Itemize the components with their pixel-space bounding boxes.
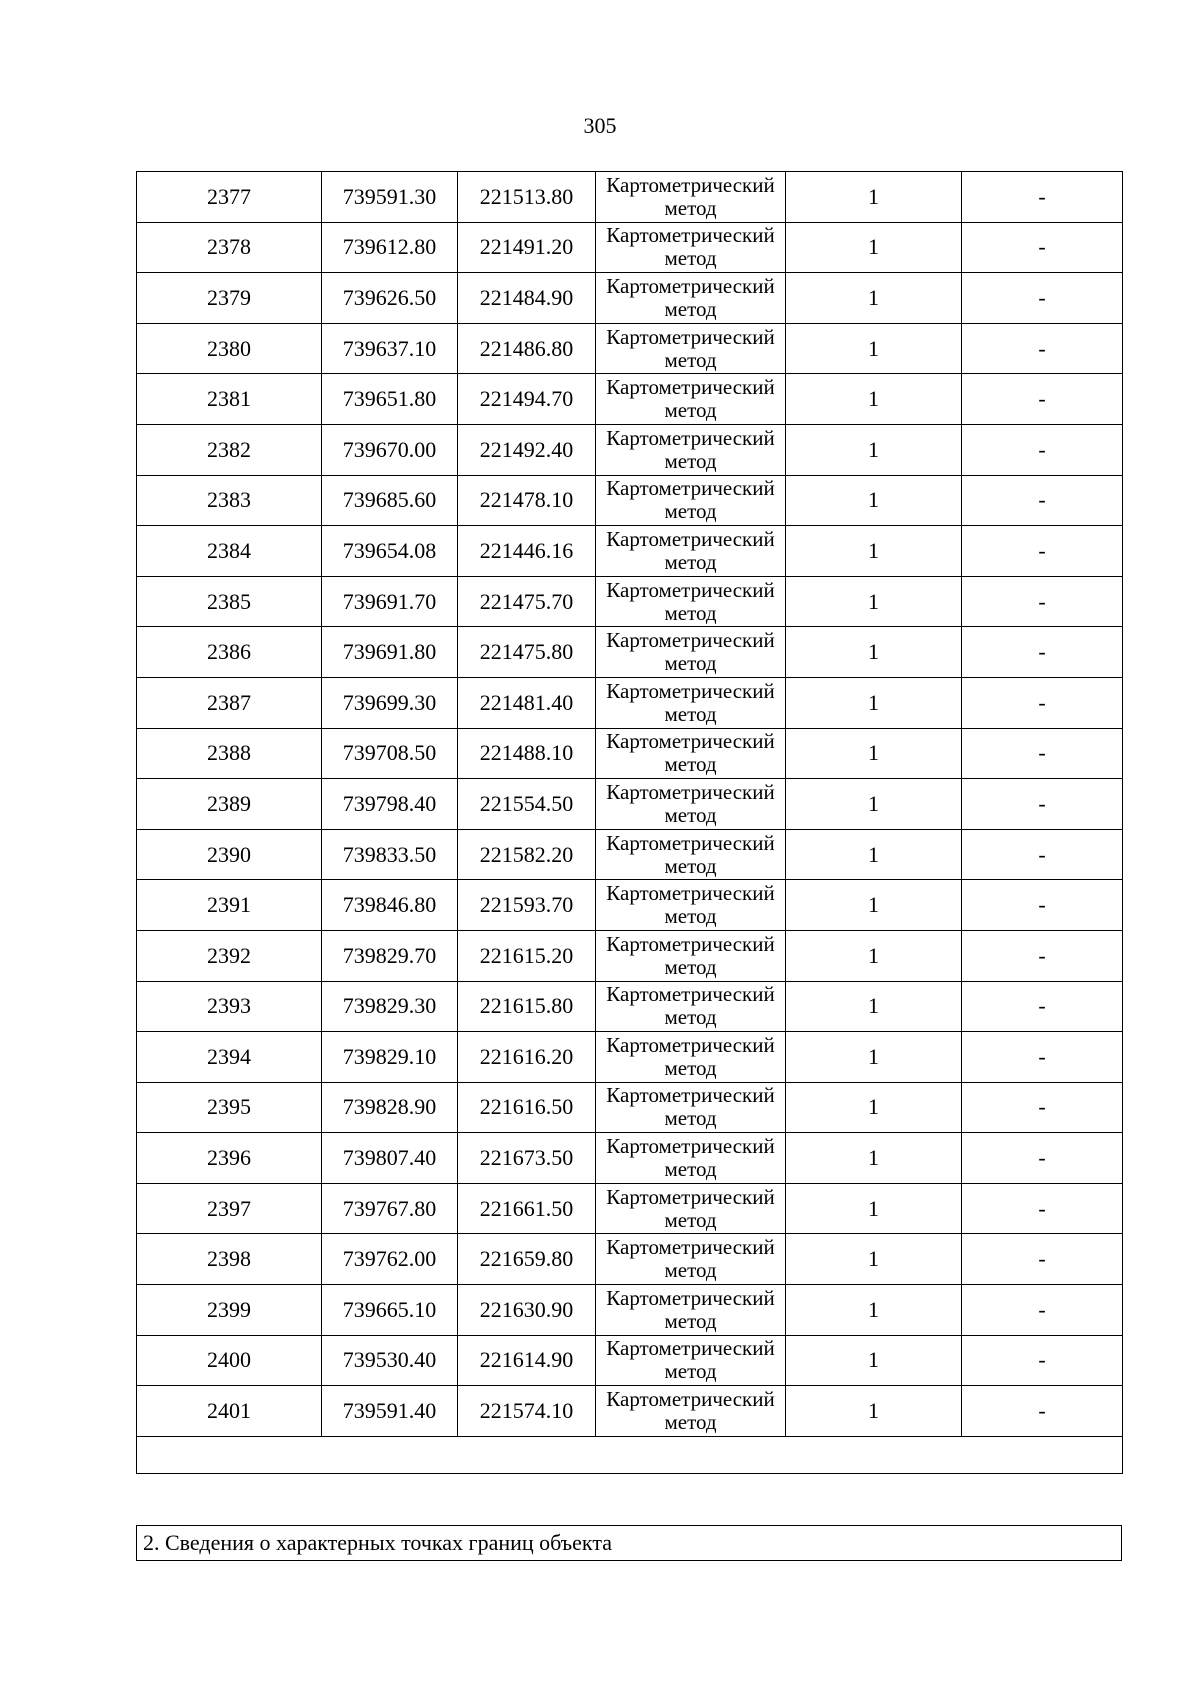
- method-text: Картометрический: [606, 1134, 775, 1159]
- point-number-cell: 2381: [137, 374, 322, 425]
- note-cell: -: [962, 1234, 1123, 1285]
- accuracy-cell: 1: [786, 1032, 962, 1083]
- accuracy-cell: 1: [786, 728, 962, 779]
- note-cell: -: [962, 728, 1123, 779]
- accuracy-cell: 1: [786, 273, 962, 324]
- point-number-cell: 2378: [137, 222, 322, 273]
- y-coordinate-cell: 221661.50: [458, 1183, 596, 1234]
- point-number-cell: 2387: [137, 677, 322, 728]
- y-coordinate-cell: 221494.70: [458, 374, 596, 425]
- method-cell: [596, 424, 786, 475]
- table-row: [137, 323, 1123, 374]
- empty-cell: [137, 1436, 1123, 1473]
- point-number-cell: 2382: [137, 424, 322, 475]
- table-row: [137, 1133, 1123, 1184]
- accuracy-cell: 1: [786, 424, 962, 475]
- note-cell: -: [962, 1082, 1123, 1133]
- method-text: метод: [664, 499, 717, 524]
- note-cell: -: [962, 424, 1123, 475]
- table-row: [137, 779, 1123, 830]
- method-text: метод: [664, 195, 717, 220]
- method-text: Картометрический: [606, 1235, 775, 1260]
- x-coordinate-cell: 739762.00: [322, 1234, 458, 1285]
- point-number-cell: 2397: [137, 1183, 322, 1234]
- y-coordinate-cell: 221593.70: [458, 880, 596, 931]
- x-coordinate-cell: 739691.70: [322, 576, 458, 627]
- point-number-cell: 2400: [137, 1335, 322, 1386]
- table-row: [137, 677, 1123, 728]
- y-coordinate-cell: 221478.10: [458, 475, 596, 526]
- method-text: Картометрический: [606, 172, 775, 197]
- x-coordinate-cell: 739670.00: [322, 424, 458, 475]
- note-cell: -: [962, 1285, 1123, 1336]
- y-coordinate-cell: 221659.80: [458, 1234, 596, 1285]
- method-text: Картометрический: [606, 1083, 775, 1108]
- y-coordinate-cell: 221475.80: [458, 627, 596, 678]
- section-heading: 2. Сведения о характерных точках границ объекта: [136, 1525, 1122, 1561]
- point-number-cell: 2380: [137, 323, 322, 374]
- table-row: [137, 172, 1123, 223]
- point-number-cell: 2377: [137, 172, 322, 223]
- x-coordinate-cell: 739699.30: [322, 677, 458, 728]
- point-number-cell: 2392: [137, 930, 322, 981]
- table-row: [137, 222, 1123, 273]
- table-row: [137, 1032, 1123, 1083]
- note-cell: -: [962, 627, 1123, 678]
- method-cell: [596, 779, 786, 830]
- method-text: метод: [664, 802, 717, 827]
- note-cell: -: [962, 880, 1123, 931]
- method-cell: [596, 1133, 786, 1184]
- accuracy-cell: 1: [786, 627, 962, 678]
- y-coordinate-cell: 221513.80: [458, 172, 596, 223]
- method-cell: [596, 273, 786, 324]
- point-number-cell: 2389: [137, 779, 322, 830]
- accuracy-cell: 1: [786, 172, 962, 223]
- note-cell: -: [962, 677, 1123, 728]
- method-text: Картометрический: [606, 982, 775, 1007]
- note-cell: -: [962, 1032, 1123, 1083]
- y-coordinate-cell: 221614.90: [458, 1335, 596, 1386]
- table-row: [137, 1183, 1123, 1234]
- x-coordinate-cell: 739767.80: [322, 1183, 458, 1234]
- table-row: [137, 526, 1123, 577]
- method-text: метод: [664, 701, 717, 726]
- method-text: метод: [664, 904, 717, 929]
- accuracy-cell: 1: [786, 677, 962, 728]
- coordinates-table-body: [137, 172, 1123, 1474]
- x-coordinate-cell: 739591.40: [322, 1386, 458, 1437]
- method-cell: [596, 829, 786, 880]
- method-text: метод: [664, 853, 717, 878]
- table-row: [137, 1285, 1123, 1336]
- method-text: метод: [664, 1308, 717, 1333]
- table-row: [137, 1335, 1123, 1386]
- x-coordinate-cell: 739691.80: [322, 627, 458, 678]
- method-cell: [596, 475, 786, 526]
- table-row: [137, 1082, 1123, 1133]
- method-cell: [596, 1234, 786, 1285]
- method-text: Картометрический: [606, 1387, 775, 1412]
- method-text: Картометрический: [606, 273, 775, 298]
- note-cell: -: [962, 172, 1123, 223]
- method-text: Картометрический: [606, 1336, 775, 1361]
- accuracy-cell: 1: [786, 374, 962, 425]
- y-coordinate-cell: 221484.90: [458, 273, 596, 324]
- y-coordinate-cell: 221486.80: [458, 323, 596, 374]
- method-cell: [596, 880, 786, 931]
- x-coordinate-cell: 739530.40: [322, 1335, 458, 1386]
- point-number-cell: 2399: [137, 1285, 322, 1336]
- method-text: метод: [664, 1207, 717, 1232]
- method-text: Картометрический: [606, 324, 775, 349]
- method-text: Картометрический: [606, 375, 775, 400]
- x-coordinate-cell: 739685.60: [322, 475, 458, 526]
- method-text: Картометрический: [606, 526, 775, 551]
- x-coordinate-cell: 739654.08: [322, 526, 458, 577]
- y-coordinate-cell: 221630.90: [458, 1285, 596, 1336]
- x-coordinate-cell: 739626.50: [322, 273, 458, 324]
- point-number-cell: 2396: [137, 1133, 322, 1184]
- x-coordinate-cell: 739833.50: [322, 829, 458, 880]
- x-coordinate-cell: 739846.80: [322, 880, 458, 931]
- accuracy-cell: 1: [786, 1335, 962, 1386]
- method-cell: [596, 1285, 786, 1336]
- note-cell: -: [962, 779, 1123, 830]
- accuracy-cell: 1: [786, 475, 962, 526]
- point-number-cell: 2388: [137, 728, 322, 779]
- point-number-cell: 2395: [137, 1082, 322, 1133]
- y-coordinate-cell: 221475.70: [458, 576, 596, 627]
- accuracy-cell: 1: [786, 323, 962, 374]
- accuracy-cell: 1: [786, 526, 962, 577]
- table-row: [137, 880, 1123, 931]
- x-coordinate-cell: 739665.10: [322, 1285, 458, 1336]
- method-text: Картометрический: [606, 223, 775, 248]
- accuracy-cell: 1: [786, 829, 962, 880]
- empty-table-row: [137, 1436, 1123, 1473]
- coordinates-table: [136, 171, 1123, 1474]
- method-text: метод: [664, 398, 717, 423]
- table-row: [137, 273, 1123, 324]
- method-cell: [596, 1032, 786, 1083]
- table-row: [137, 981, 1123, 1032]
- method-cell: [596, 930, 786, 981]
- method-text: метод: [664, 448, 717, 473]
- table-row: [137, 424, 1123, 475]
- y-coordinate-cell: 221446.16: [458, 526, 596, 577]
- x-coordinate-cell: 739612.80: [322, 222, 458, 273]
- method-text: метод: [664, 296, 717, 321]
- method-text: Картометрический: [606, 931, 775, 956]
- y-coordinate-cell: 221554.50: [458, 779, 596, 830]
- page-number: 305: [583, 113, 617, 138]
- method-text: метод: [664, 549, 717, 574]
- accuracy-cell: 1: [786, 981, 962, 1032]
- method-text: Картометрический: [606, 779, 775, 804]
- method-text: метод: [664, 651, 717, 676]
- method-text: Картометрический: [606, 425, 775, 450]
- method-text: Картометрический: [606, 881, 775, 906]
- accuracy-cell: 1: [786, 222, 962, 273]
- method-text: метод: [664, 246, 717, 271]
- method-cell: [596, 222, 786, 273]
- method-text: Картометрический: [606, 1285, 775, 1310]
- note-cell: -: [962, 273, 1123, 324]
- method-text: метод: [664, 1157, 717, 1182]
- y-coordinate-cell: 221616.50: [458, 1082, 596, 1133]
- accuracy-cell: 1: [786, 779, 962, 830]
- note-cell: -: [962, 374, 1123, 425]
- method-cell: [596, 576, 786, 627]
- accuracy-cell: 1: [786, 880, 962, 931]
- y-coordinate-cell: 221488.10: [458, 728, 596, 779]
- point-number-cell: 2394: [137, 1032, 322, 1083]
- table-row: [137, 728, 1123, 779]
- point-number-cell: 2391: [137, 880, 322, 931]
- method-text: Картометрический: [606, 577, 775, 602]
- method-text: Картометрический: [606, 628, 775, 653]
- table-row: [137, 627, 1123, 678]
- method-text: Картометрический: [606, 1032, 775, 1057]
- y-coordinate-cell: 221673.50: [458, 1133, 596, 1184]
- method-text: метод: [664, 1258, 717, 1283]
- method-cell: [596, 1082, 786, 1133]
- point-number-cell: 2386: [137, 627, 322, 678]
- note-cell: -: [962, 526, 1123, 577]
- table-row: [137, 1386, 1123, 1437]
- table-row: [137, 576, 1123, 627]
- method-cell: [596, 374, 786, 425]
- note-cell: -: [962, 1133, 1123, 1184]
- accuracy-cell: 1: [786, 1183, 962, 1234]
- accuracy-cell: 1: [786, 1082, 962, 1133]
- method-text: Картометрический: [606, 1184, 775, 1209]
- table-row: [137, 374, 1123, 425]
- method-cell: [596, 172, 786, 223]
- method-cell: [596, 526, 786, 577]
- method-text: метод: [664, 600, 717, 625]
- x-coordinate-cell: 739829.30: [322, 981, 458, 1032]
- x-coordinate-cell: 739591.30: [322, 172, 458, 223]
- method-cell: [596, 728, 786, 779]
- note-cell: -: [962, 576, 1123, 627]
- x-coordinate-cell: 739798.40: [322, 779, 458, 830]
- y-coordinate-cell: 221492.40: [458, 424, 596, 475]
- y-coordinate-cell: 221574.10: [458, 1386, 596, 1437]
- point-number-cell: 2379: [137, 273, 322, 324]
- note-cell: -: [962, 1335, 1123, 1386]
- note-cell: -: [962, 930, 1123, 981]
- table-row: [137, 930, 1123, 981]
- note-cell: -: [962, 475, 1123, 526]
- note-cell: -: [962, 1386, 1123, 1437]
- method-cell: [596, 627, 786, 678]
- y-coordinate-cell: 221616.20: [458, 1032, 596, 1083]
- y-coordinate-cell: 221481.40: [458, 677, 596, 728]
- method-text: Картометрический: [606, 729, 775, 754]
- note-cell: -: [962, 222, 1123, 273]
- method-text: метод: [664, 347, 717, 372]
- note-cell: -: [962, 1183, 1123, 1234]
- table-row: [137, 829, 1123, 880]
- point-number-cell: 2390: [137, 829, 322, 880]
- method-text: метод: [664, 1106, 717, 1131]
- note-cell: -: [962, 323, 1123, 374]
- method-text: метод: [664, 1055, 717, 1080]
- x-coordinate-cell: 739708.50: [322, 728, 458, 779]
- accuracy-cell: 1: [786, 930, 962, 981]
- x-coordinate-cell: 739828.90: [322, 1082, 458, 1133]
- method-text: метод: [664, 1359, 717, 1384]
- x-coordinate-cell: 739637.10: [322, 323, 458, 374]
- method-text: метод: [664, 1410, 717, 1435]
- note-cell: -: [962, 981, 1123, 1032]
- y-coordinate-cell: 221491.20: [458, 222, 596, 273]
- point-number-cell: 2393: [137, 981, 322, 1032]
- table-row: [137, 475, 1123, 526]
- method-text: метод: [664, 752, 717, 777]
- y-coordinate-cell: 221615.80: [458, 981, 596, 1032]
- point-number-cell: 2398: [137, 1234, 322, 1285]
- x-coordinate-cell: 739829.70: [322, 930, 458, 981]
- y-coordinate-cell: 221582.20: [458, 829, 596, 880]
- accuracy-cell: 1: [786, 1133, 962, 1184]
- method-text: Картометрический: [606, 830, 775, 855]
- y-coordinate-cell: 221615.20: [458, 930, 596, 981]
- method-cell: [596, 1386, 786, 1437]
- table-row: [137, 1234, 1123, 1285]
- point-number-cell: 2384: [137, 526, 322, 577]
- method-text: Картометрический: [606, 678, 775, 703]
- point-number-cell: 2383: [137, 475, 322, 526]
- point-number-cell: 2401: [137, 1386, 322, 1437]
- method-text: метод: [664, 954, 717, 979]
- method-cell: [596, 323, 786, 374]
- accuracy-cell: 1: [786, 1234, 962, 1285]
- accuracy-cell: 1: [786, 1285, 962, 1336]
- method-cell: [596, 677, 786, 728]
- x-coordinate-cell: 739807.40: [322, 1133, 458, 1184]
- method-text: метод: [664, 1005, 717, 1030]
- method-cell: [596, 1335, 786, 1386]
- method-text: Картометрический: [606, 476, 775, 501]
- point-number-cell: 2385: [137, 576, 322, 627]
- accuracy-cell: 1: [786, 1386, 962, 1437]
- note-cell: -: [962, 829, 1123, 880]
- accuracy-cell: 1: [786, 576, 962, 627]
- method-cell: [596, 981, 786, 1032]
- x-coordinate-cell: 739651.80: [322, 374, 458, 425]
- x-coordinate-cell: 739829.10: [322, 1032, 458, 1083]
- method-cell: [596, 1183, 786, 1234]
